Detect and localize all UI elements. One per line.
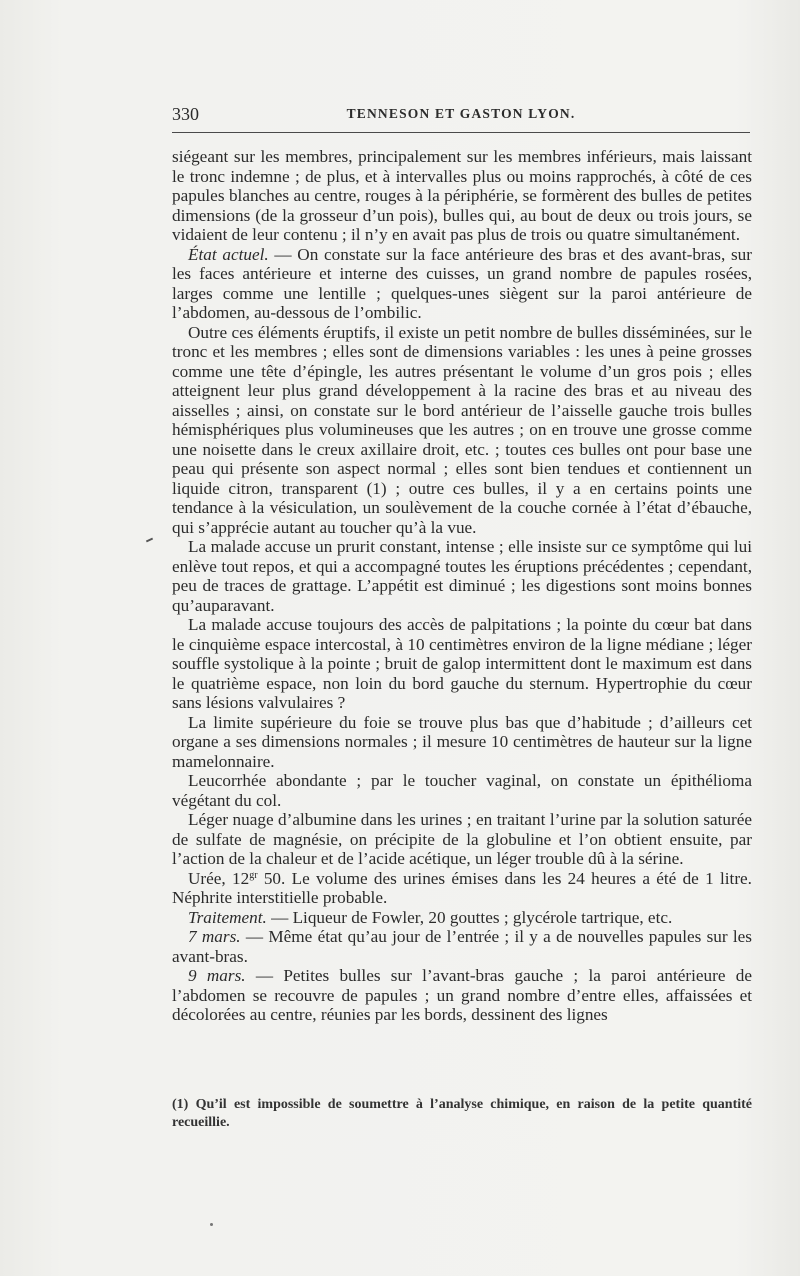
date-label: 7 mars. [188,927,241,946]
header-rule [172,132,750,133]
body-text [172,147,752,1025]
paragraph: Léger nuage d’albumine dans les urines ; en traitant l’urine par la solution saturée de sulfate de magnésie, on précipite de la globuline et l’on obtient ensuite, par l’action de la chaleur et de l’acide acétique, un léger trouble dû à la sérine. [172,810,752,868]
section-label: État actuel. [188,244,269,264]
page-header [172,104,750,126]
paragraph: Leucorrhée abondante ; par le toucher vaginal, on constate un épithélioma végétant du col. [172,771,752,810]
paragraph-text: — Petites bulles sur l’avant-bras gauche ; la paroi antérieure de l’abdomen se recouvre de papules ; un grand nombre d’entre elles, affaissées et décolorées au centre, réunies par les bords, dessinent des lignes [172,966,752,1024]
paragraph-text: Urée, 12 [188,868,250,888]
footnote: (1) Qu’il est impossible de soumettre à l’analyse chimique, en raison de la petite quantité recueillie. [172,1097,752,1130]
paragraph [172,908,752,928]
margin-mark [146,538,153,543]
paragraph: siégeant sur les membres, principalement sur les membres inférieurs, mais laissant le tronc indemne ; de plus, et à intervalles plus ou moins rapprochés, à côté de ces papules blanches au centre, rouges à la périphérie, se formèrent des bulles de petites dimensions (de la grosseur d’un pois), bulles qui, au bout de deux ou trois jours, se vidaient de leur contenu ; il n’y en avait pas plus de trois ou quatre simultanément. [172,147,752,244]
paragraph-text: — Liqueur de Fowler, 20 gouttes ; glycérole tartrique, etc. [266,907,673,927]
date-label: 9 mars. [188,966,246,985]
paragraph [172,869,752,908]
paragraph [172,927,752,966]
running-head: TENNESON ET GASTON LYON. [346,106,576,121]
section-label: Traitement. [188,907,267,927]
paragraph: La malade accuse un prurit constant, intense ; elle insiste sur ce symptôme qui lui enlève tout repos, et qui a accompagné toutes les éruptions précédentes ; cependant, peu de traces de grattage. L’appétit est diminué ; les digestions sont moins bonnes qu’auparavant. [172,537,752,615]
paragraph-text: 50. Le volume des urines émises dans les 24 heures a été de 1 litre. Néphrite interstitielle probable. [172,868,752,907]
page-number: 330 [172,104,199,124]
paragraph [172,245,752,323]
paragraph: La limite supérieure du foie se trouve plus bas que d’habitude ; d’ailleurs cet organe a ses dimensions normales ; il mesure 10 centimètres de hauteur sur la ligne mamelonnaire. [172,712,752,771]
paper-speck [210,1223,213,1226]
paragraph-text: — Même état qu’au jour de l’entrée ; il y a de nouvelles papules sur les avant-bras. [172,927,752,966]
paragraph: La malade accuse toujours des accès de palpitations ; la pointe du cœur bat dans le cinquième espace intercostal, à 10 centimètres environ de la ligne médiane ; léger souffle systolique à la pointe ; bruit de galop intermittent dont le maximum est dans le quatrième espace, non loin du bord gauche du sternum. Hypertrophie du cœur sans lésions valvulaires ? [172,615,752,712]
paragraph [172,966,752,1025]
unit-superscript: gr [249,869,258,881]
paragraph-text: — On constate sur la face antérieure des bras et des avant-bras, sur les faces antérieure et interne des cuisses, un grand nombre de papules rosées, larges comme une lentille ; quelques-unes siègent sur la paroi antérieure de l’abdomen, au-dessous de l’ombilic. [172,244,752,322]
paragraph: Outre ces éléments éruptifs, il existe un petit nombre de bulles disséminées, sur le tronc et les membres ; elles sont de dimensions variables : les unes à peine grosses comme une tête d’épingle, les autres présentant le volume d’un gros pois ; elles atteignent leur plus grand développement à la racine des bras et au niveau des aisselles ; ainsi, on constate sur le bord antérieur de l’aisselle gauche trois bulles hémisphériques plus volumineuses que les autres ; on en trouve une grosse comme une noisette dans le creux axillaire droit, etc. ; toutes ces bulles ont pour base une peau qui présente son aspect normal ; elles sont bien tendues et contiennent un liquide citron, transparent (1) ; outre ces bulles, il y a en certains points une tendance à la vésiculation, un soulèvement de la couche cornée à l’état d’ébauche, qui s’apprécie autant au toucher qu’à la vue. [172,322,752,537]
